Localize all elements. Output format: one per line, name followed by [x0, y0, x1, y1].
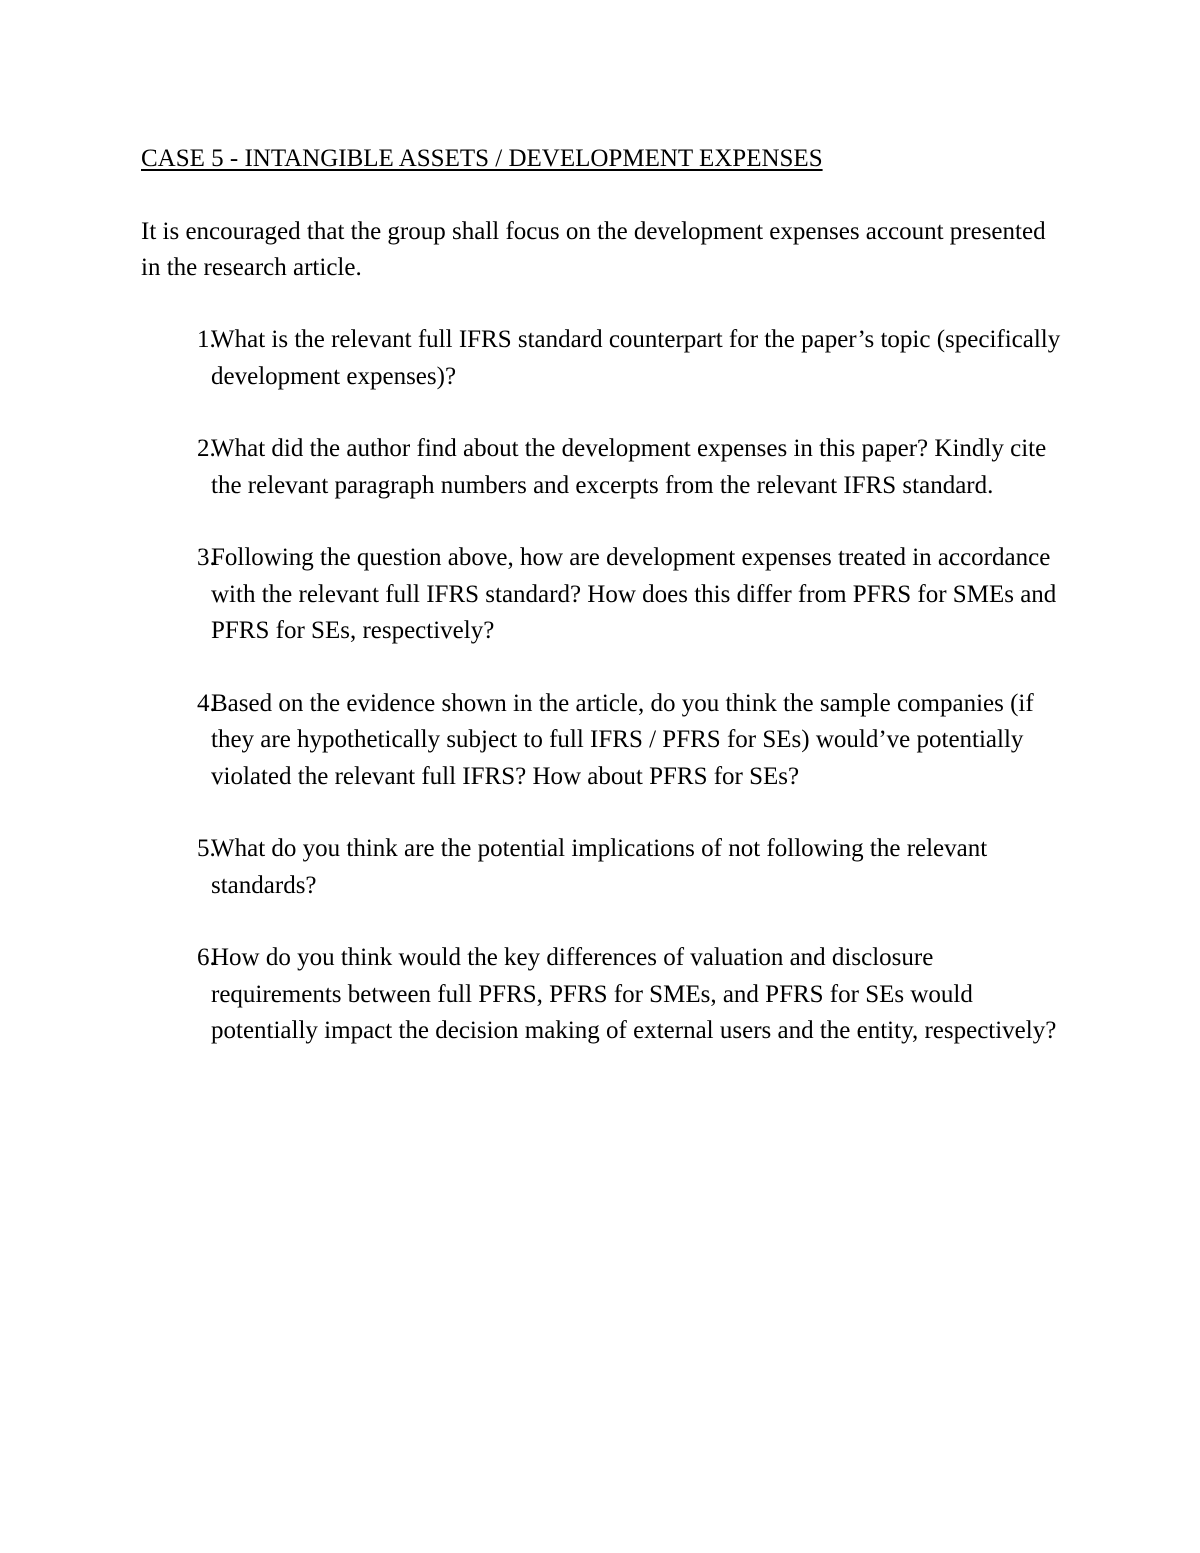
- question-number: [141, 831, 216, 904]
- list-item: [141, 940, 1061, 1050]
- question-number-label: 6.: [197, 944, 216, 971]
- question-text: What do you think are the potential implications of not following the relevant standards?: [211, 835, 988, 899]
- intro-paragraph: It is encouraged that the group shall focus on the development expenses account presented in the research article.: [141, 218, 1046, 281]
- question-number: [141, 940, 216, 1050]
- question-number-label: 2.: [197, 435, 216, 462]
- question-number: [141, 686, 216, 796]
- question-list: [141, 322, 1061, 1086]
- question-number-label: 1.: [197, 326, 216, 353]
- question-number-label: 3.: [197, 544, 216, 571]
- question-text: What did the author find about the development expenses in this paper? Kindly cite the relevant paragraph numbers and excerpts from the relevant IFRS standard.: [211, 435, 1047, 499]
- list-item: [141, 431, 1061, 504]
- question-text: What is the relevant full IFRS standard counterpart for the paper’s topic (specifically development expenses)?: [211, 326, 1061, 390]
- question-text: Based on the evidence shown in the article, do you think the sample companies (if they are hypothetically subject to full IFRS / PFRS for SEs) would’ve potentially violated the relevant full IFRS? How about PFRS for SEs?: [211, 689, 1034, 790]
- question-number: [141, 322, 216, 395]
- list-item: [141, 322, 1061, 395]
- question-number: [141, 540, 216, 650]
- list-item: [141, 686, 1061, 796]
- question-number-label: 4.: [197, 689, 216, 717]
- document-title: CASE 5 - INTANGIBLE ASSETS / DEVELOPMENT EXPENSES: [141, 145, 823, 172]
- list-item: [141, 831, 1061, 904]
- question-number-label: 5.: [197, 835, 216, 862]
- question-number: [141, 431, 216, 504]
- list-item: [141, 540, 1061, 650]
- question-text: Following the question above, how are development expenses treated in accordance with the relevant full IFRS standard? How does this differ from PFRS for SMEs and PFRS for SEs, respectively?: [211, 544, 1057, 644]
- question-text: How do you think would the key differences of valuation and disclosure requirements between full PFRS, PFRS for SMEs, and PFRS for SEs would potentially impact the decision making of external users and the entity, respectively?: [211, 944, 1057, 1044]
